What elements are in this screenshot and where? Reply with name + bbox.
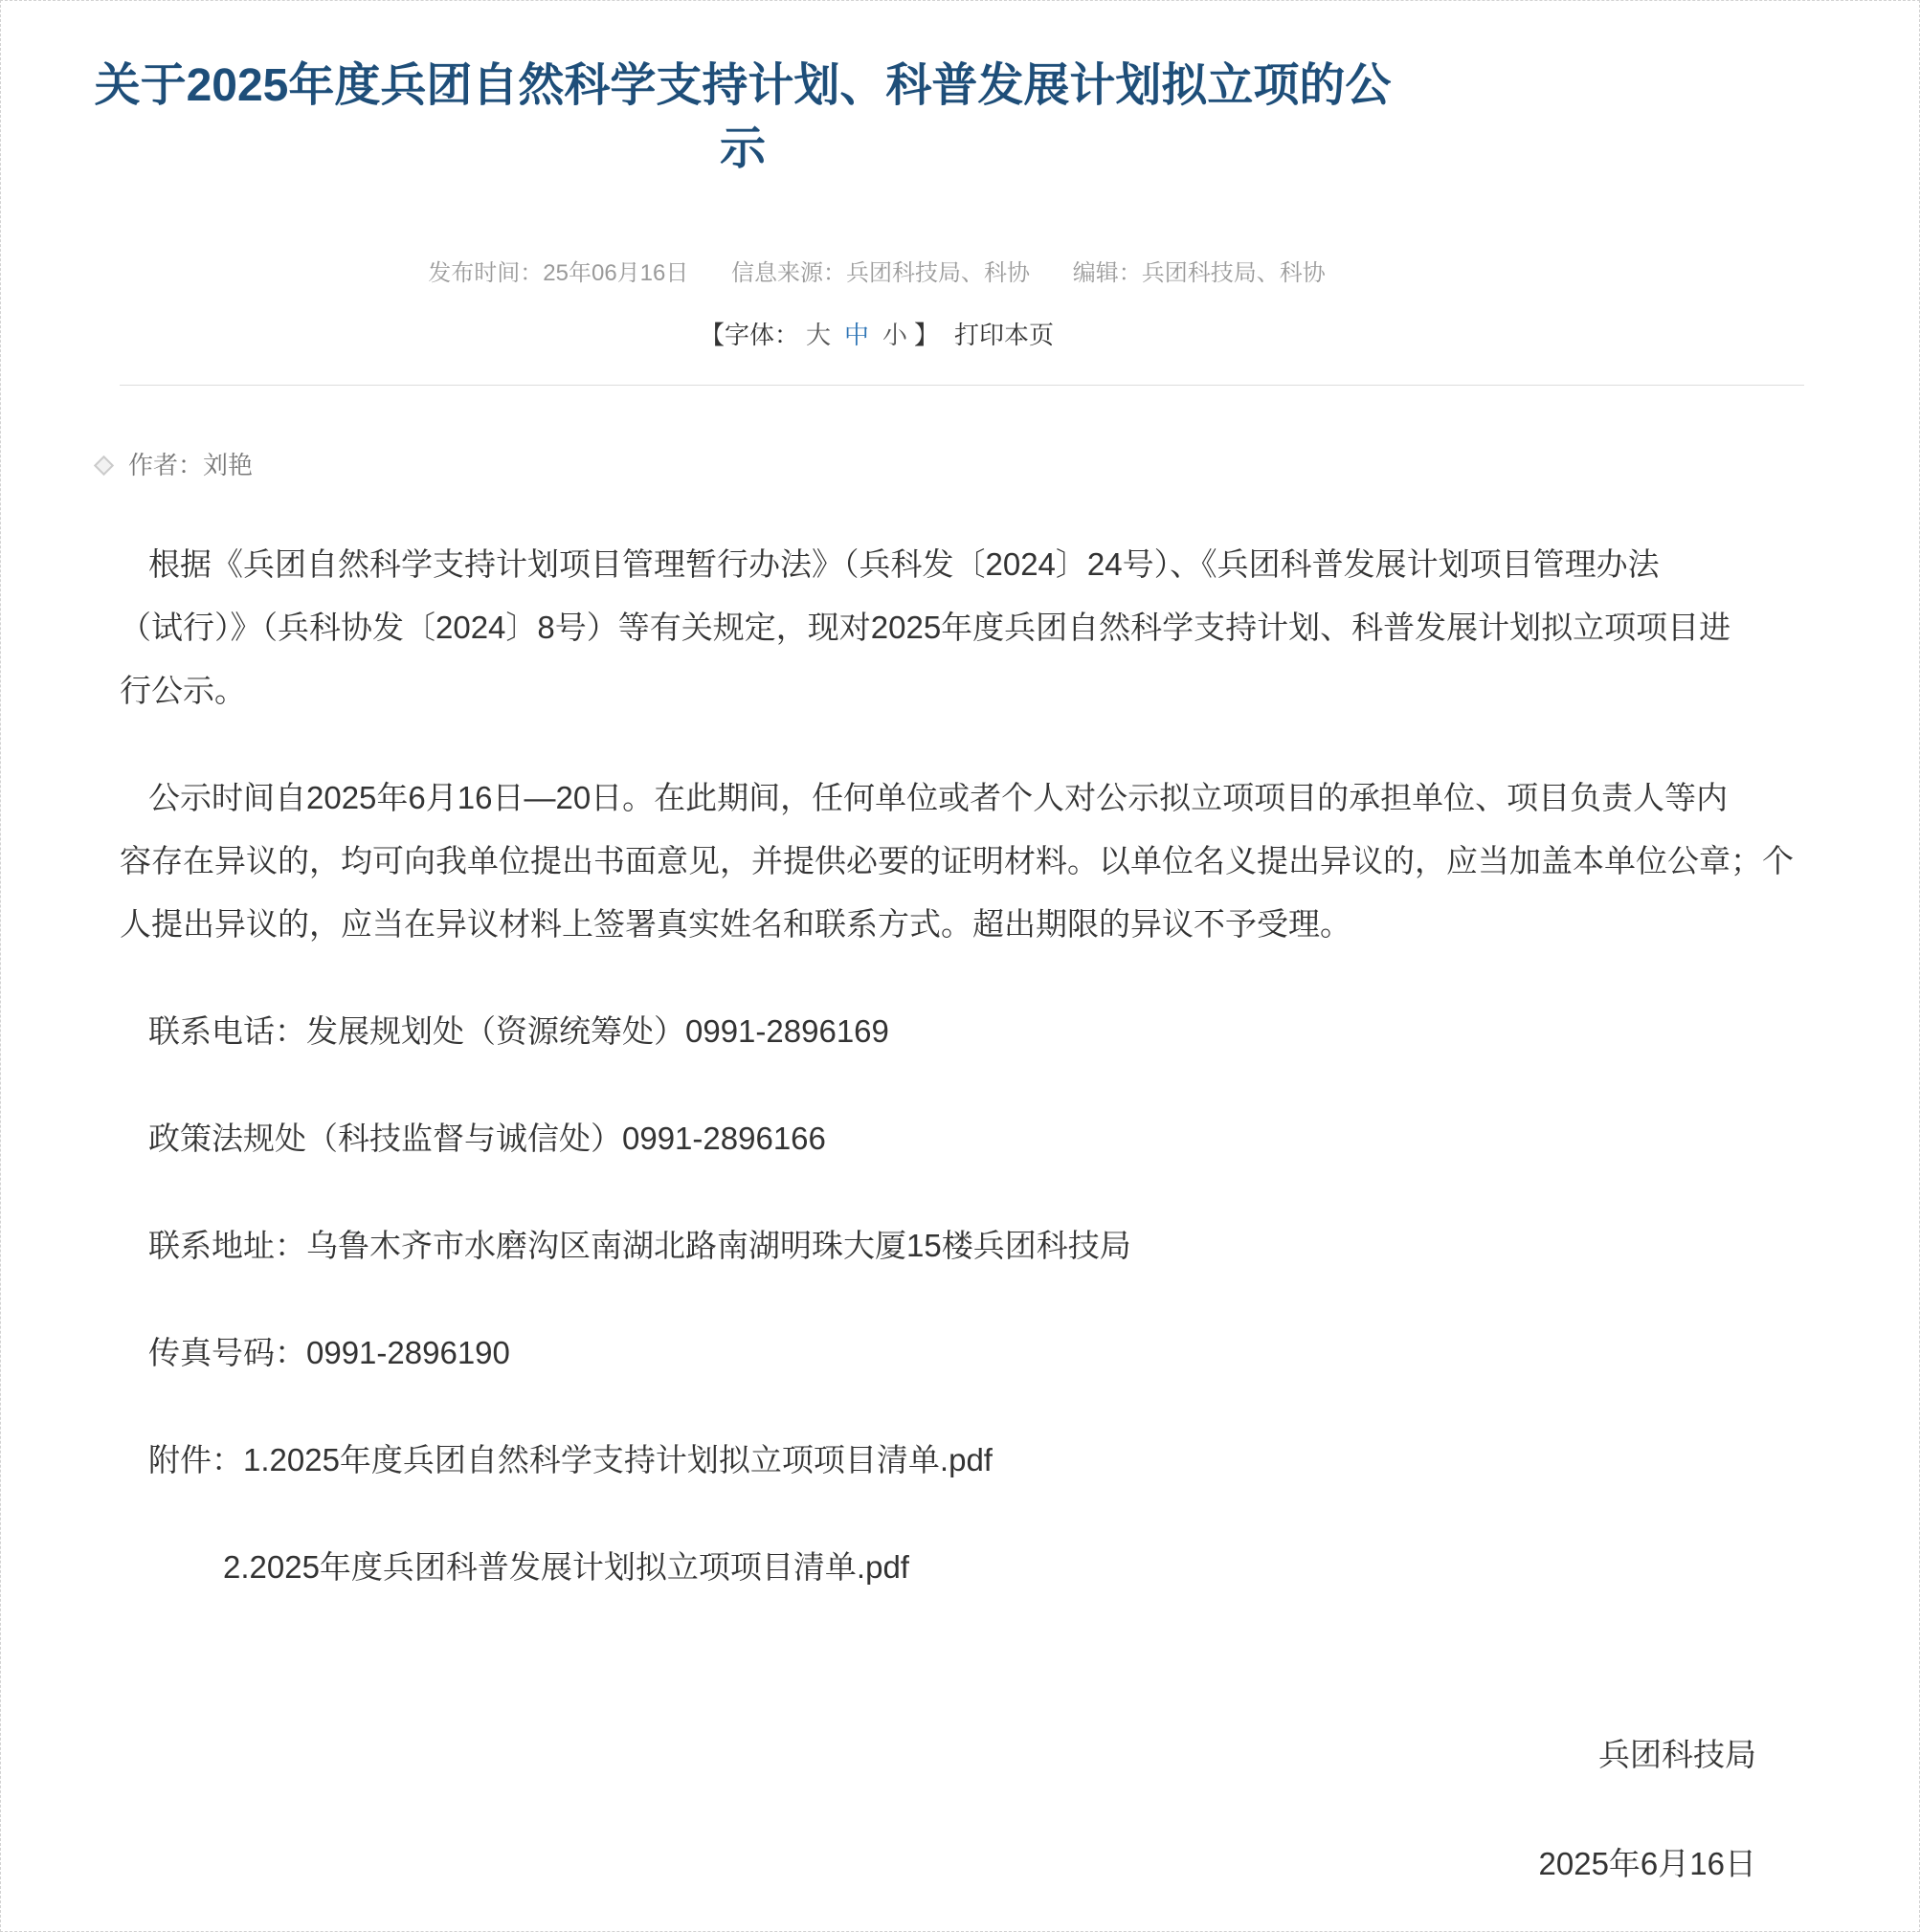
page-title: [87, 55, 1398, 181]
print-page-button[interactable]: 打印本页: [954, 321, 1055, 349]
attachment-link-2[interactable]: 2.2025年度兵团科普发展计划拟立项项目清单.pdf: [223, 1549, 909, 1585]
paragraph-objection-rules: 公示时间自2025年6月16日—20日。在此期间，任何单位或者个人对公示拟立项项目的承担单位、项目负责人等内 容存在异议的，均可向我单位提出书面意见，并提供必要的证明材料。以单位名义提出异议的，应当加盖本单位公章；个 人提出异议的，应当在异议材料上签署真实姓名和联系方式。超出期限的异议不予受理。: [120, 780, 1794, 942]
contact-address-line: 联系地址：乌鲁木齐市水磨沟区南湖北路南湖明珠大厦15楼兵团科技局: [148, 1228, 1131, 1263]
font-size-small-button[interactable]: 小: [882, 321, 908, 349]
signature-org: 兵团科技局: [1598, 1737, 1756, 1772]
font-bar-prefix: 【字体：: [699, 321, 799, 349]
attachment-1: [120, 1429, 1737, 1492]
publish-time: 发布时间：25年06月16日: [428, 260, 689, 286]
page-title-line-2: 示: [719, 123, 766, 174]
attachment-2: [120, 1536, 1737, 1599]
font-size-large-button[interactable]: 大: [805, 321, 831, 349]
header-divider: [120, 385, 1804, 386]
info-source: 信息来源：兵团科技局、科协: [731, 260, 1031, 286]
diamond-icon: [94, 455, 114, 475]
meta-bar: [121, 257, 1633, 289]
article-body: [120, 533, 1794, 1896]
header-meta-block: [121, 257, 1633, 352]
font-bar-suffix: 】: [914, 321, 940, 349]
contact-phone-line: 联系电话：发展规划处（资源统筹处）0991-2896169: [148, 1013, 889, 1049]
fax-number-line: 传真号码：0991-2896190: [148, 1335, 510, 1370]
paragraph-intro: 根据《兵团自然科学支持计划项目管理暂行办法》（兵科发〔2024〕24号）、《兵团科普发展计划项目管理办法 （试行）》（兵科协发〔2024〕8号）等有关规定，现对2025年度兵团自然科学支持计划、科普发展计划拟立项项目进 行公示。: [120, 546, 1731, 708]
attachment-link-1[interactable]: 附件：1.2025年度兵团自然科学支持计划拟立项项目清单.pdf: [148, 1442, 993, 1477]
editor: 编辑：兵团科技局、科协: [1072, 260, 1326, 286]
signature-block: [120, 1723, 1756, 1896]
author-row: [97, 449, 1919, 481]
author-label: 作者：刘艳: [128, 451, 254, 479]
signature-date: 2025年6月16日: [1538, 1846, 1756, 1881]
font-size-bar: [121, 318, 1633, 352]
font-size-medium-button[interactable]: 中: [843, 321, 869, 349]
page-title-line-1: 关于2025年度兵团自然科学支持计划、科普发展计划拟立项的公: [94, 60, 1392, 111]
contact-policy-line: 政策法规处（科技监督与诚信处）0991-2896166: [148, 1121, 826, 1156]
